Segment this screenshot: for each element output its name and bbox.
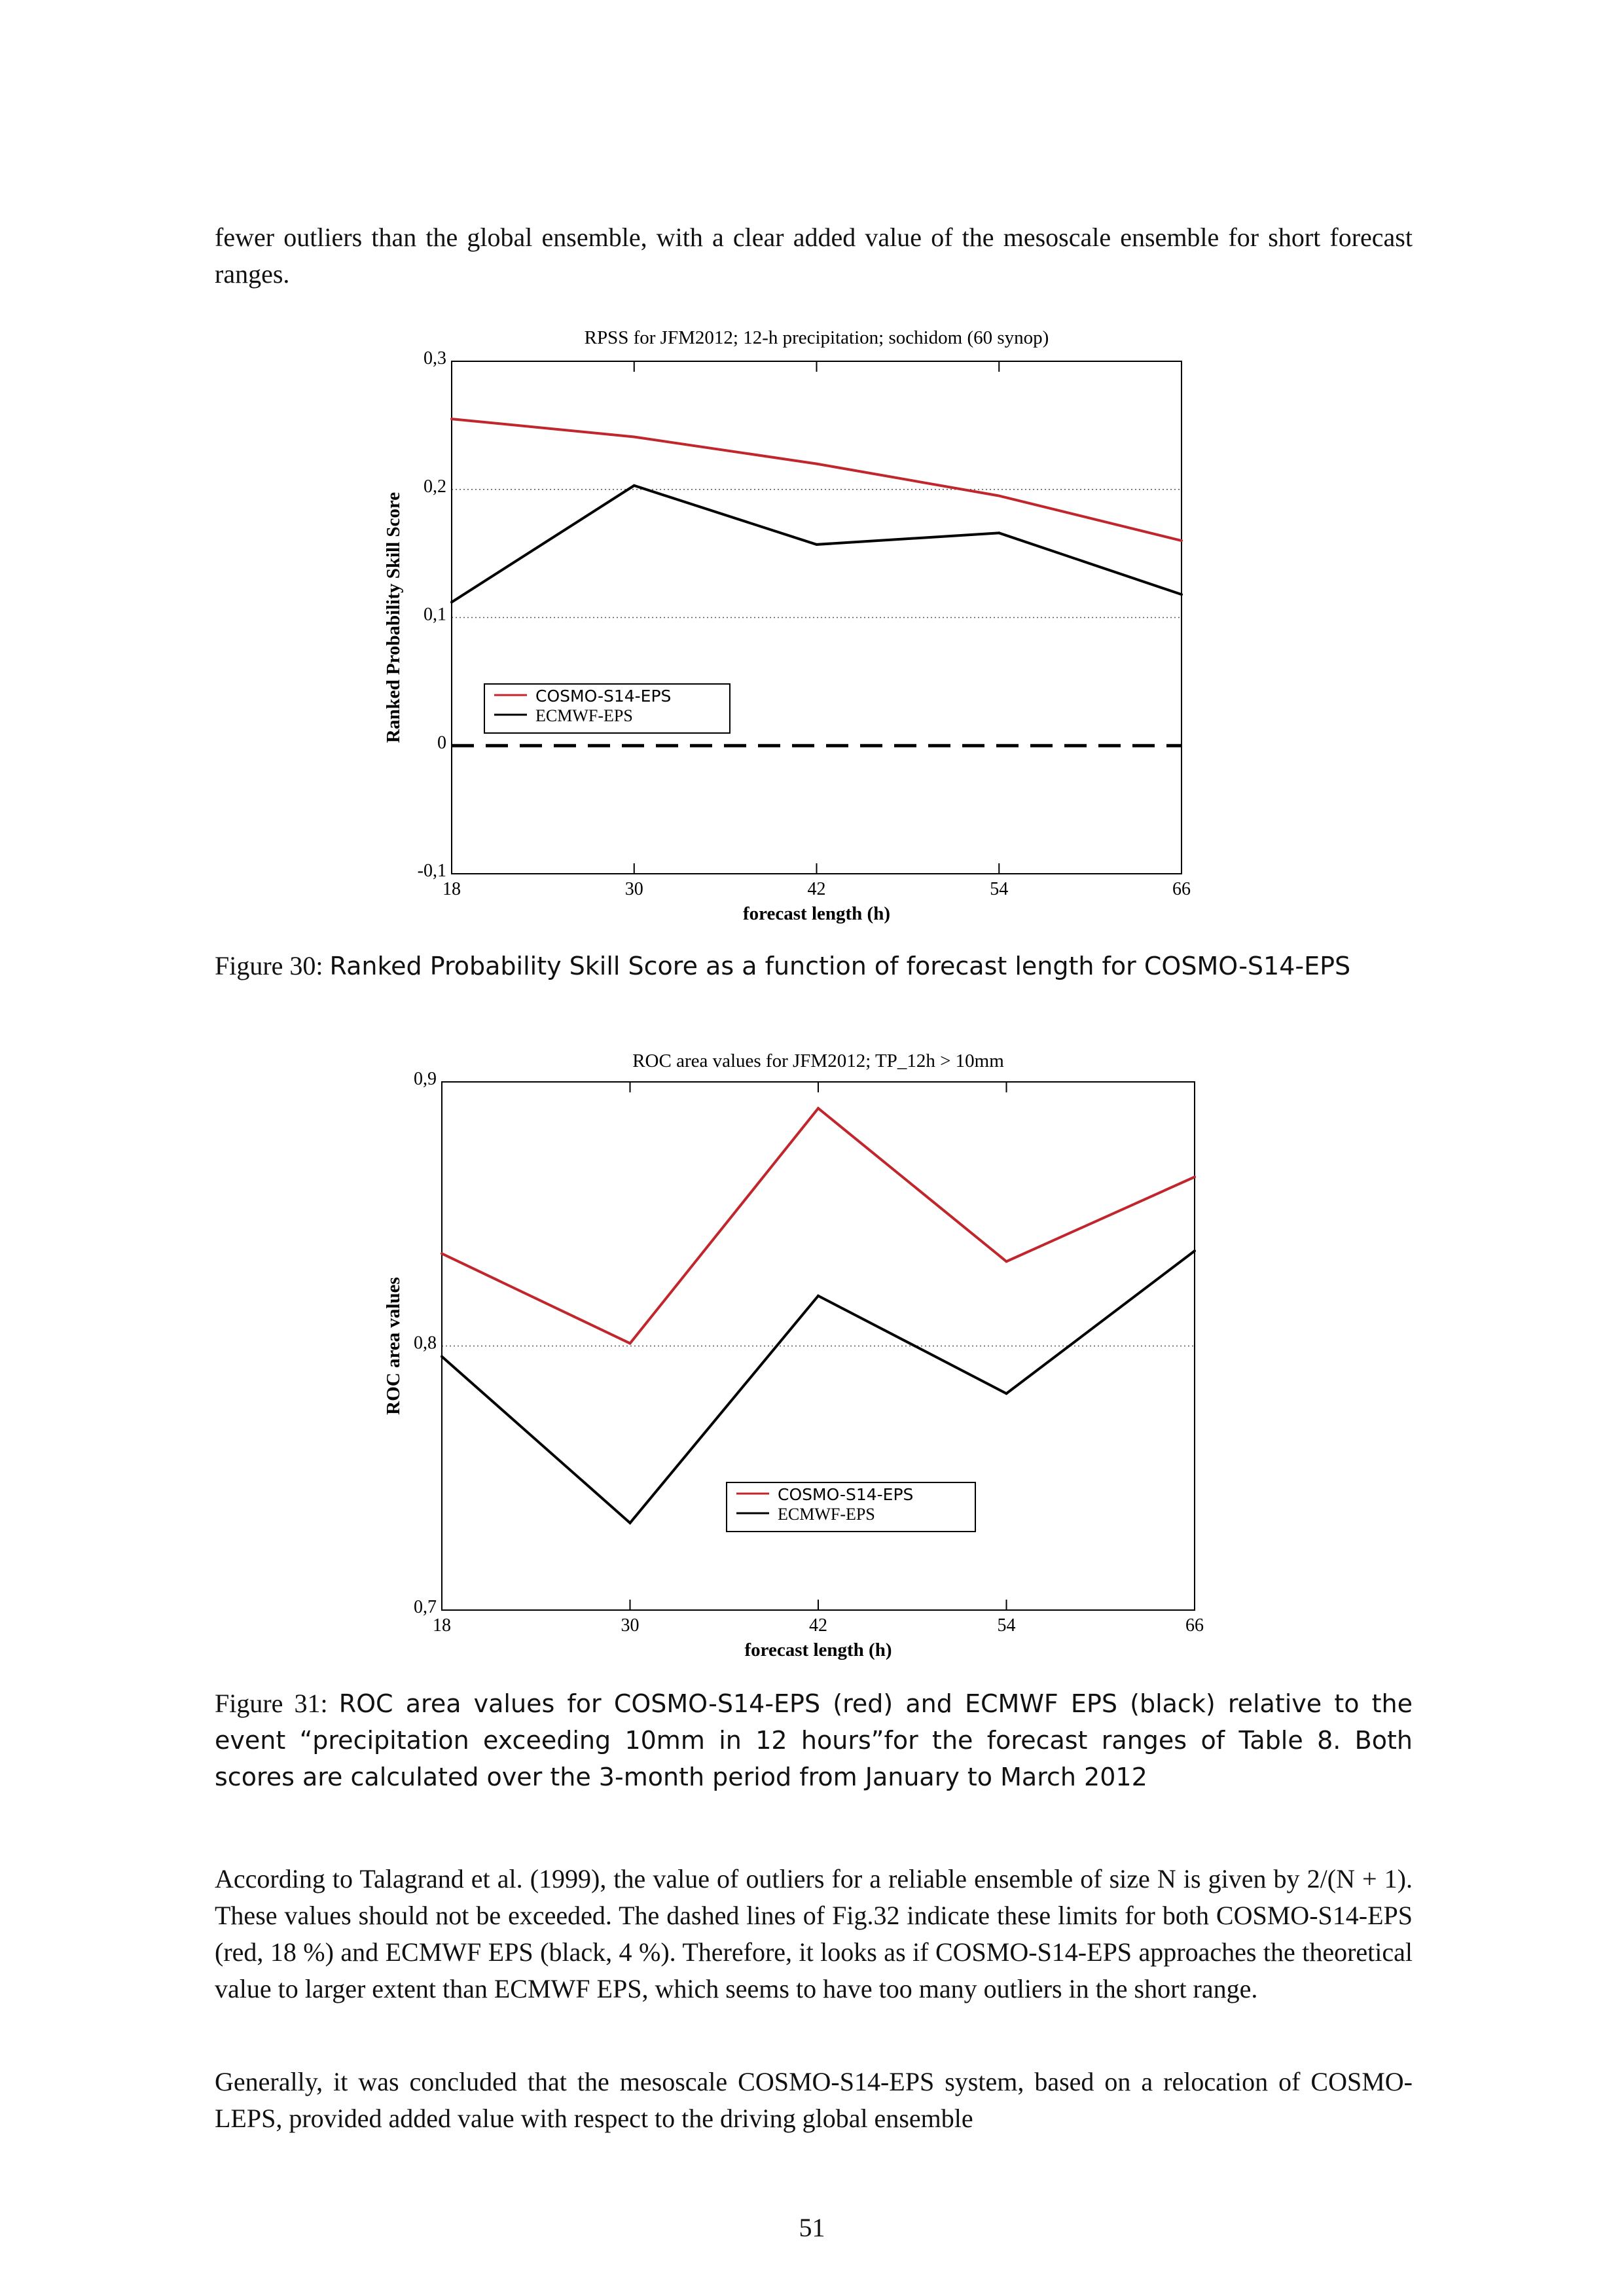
data-point-ecmwf-eps (1005, 1392, 1008, 1395)
data-point-ecmwf-eps (998, 531, 1000, 534)
data-point-cosmo-s14-eps (633, 435, 636, 438)
y-axis-label: ROC area values (383, 1277, 404, 1415)
data-point-cosmo-s14-eps (629, 1342, 632, 1344)
x-axis-label: forecast length (h) (744, 1640, 892, 1660)
x-tick-label: 18 (433, 1615, 451, 1636)
legend-label-cosmo-s14-eps: COSMO-S14-EPS (535, 687, 672, 706)
caption-label: Figure 30: (215, 951, 323, 980)
y-tick-label: -0,1 (417, 861, 446, 881)
y-tick-label: 0,3 (424, 348, 446, 368)
x-axis-label: forecast length (h) (743, 903, 890, 924)
caption-text: Ranked Probability Skill Score as a function of forecast length for COSMO-S14-EPS (329, 952, 1351, 980)
series-line-cosmo-s14-eps (442, 1108, 1195, 1343)
x-tick-label: 42 (807, 879, 826, 899)
data-point-cosmo-s14-eps (441, 1252, 443, 1255)
plot-frame (452, 361, 1182, 874)
caption-figure-30 (215, 948, 1413, 984)
data-point-cosmo-s14-eps (817, 1107, 820, 1109)
chart-title: RPSS for JFM2012; 12-h precipitation; sochidom (60 synop) (584, 327, 1049, 348)
caption-label: Figure 31: (215, 1689, 328, 1718)
series-line-cosmo-s14-eps (452, 419, 1182, 541)
y-tick-label: 0,1 (424, 604, 446, 625)
data-point-cosmo-s14-eps (998, 495, 1000, 497)
chart-title: ROC area values for JFM2012; TP_12h > 10mm (632, 1050, 1004, 1071)
y-tick-label: 0,2 (424, 476, 446, 497)
legend-label-ecmwf-eps: ECMWF-EPS (778, 1505, 875, 1524)
x-tick-label: 30 (621, 1615, 640, 1636)
y-axis-label: Ranked Probability Skill Score (383, 492, 404, 744)
chart-roc-area (367, 1050, 1283, 1672)
legend-label-cosmo-s14-eps: COSMO-S14-EPS (778, 1485, 914, 1504)
x-tick-label: 54 (997, 1615, 1016, 1636)
data-point-ecmwf-eps (816, 543, 818, 546)
x-tick-label: 18 (442, 879, 461, 899)
paragraph-outliers: According to Talagrand et al. (1999), the value of outliers for a reliable ensemble of size N is given by 2/(N + 1). These values should not be exceeded. The dashed lines of Fig.32 indicate these limits for both COSMO-S14-EPS (red, 18 %) and ECMWF EPS (black, 4 %). Therefore, it looks as if COSMO-S14-EPS approaches the theoretical value to larger extent than ECMWF EPS, which seems to have too many outliers in the short range. (215, 1864, 1413, 2003)
data-point-cosmo-s14-eps (816, 463, 818, 465)
caption-text: ROC area values for COSMO-S14-EPS (red) and ECMWF EPS (black) relative to the event “precipitation exceeding 10mm in 12 hours”for the forecast ranges of Table 8. Both scores are calculated over the 3-month period from January to March 2012 (215, 1689, 1413, 1791)
paragraph-top: fewer outliers than the global ensemble, with a clear added value of the mesoscale ensemble for short forecast ranges. (215, 223, 1413, 289)
data-point-ecmwf-eps (441, 1355, 443, 1358)
data-point-ecmwf-eps (633, 484, 636, 487)
y-tick-label: 0 (437, 732, 446, 753)
x-tick-label: 42 (809, 1615, 827, 1636)
data-point-ecmwf-eps (629, 1522, 632, 1524)
data-point-ecmwf-eps (450, 601, 453, 603)
x-tick-label: 66 (1185, 1615, 1204, 1636)
x-tick-label: 30 (624, 879, 643, 899)
data-point-ecmwf-eps (1193, 1249, 1196, 1252)
x-tick-label: 54 (990, 879, 1009, 899)
data-point-cosmo-s14-eps (1180, 539, 1183, 542)
paragraph-conclusion: Generally, it was concluded that the mesoscale COSMO-S14-EPS system, based on a relocation of COSMO-LEPS, provided added value with respect to the driving global ensemble (215, 2067, 1413, 2133)
chart-rpss (367, 321, 1283, 936)
legend-label-ecmwf-eps: ECMWF-EPS (535, 706, 633, 725)
data-point-ecmwf-eps (817, 1295, 820, 1297)
data-point-cosmo-s14-eps (450, 418, 453, 420)
caption-figure-31 (215, 1685, 1413, 1795)
data-point-cosmo-s14-eps (1005, 1260, 1008, 1263)
x-tick-label: 66 (1172, 879, 1191, 899)
y-tick-label: 0,8 (414, 1333, 437, 1354)
y-tick-label: 0,7 (414, 1597, 437, 1617)
page-number: 51 (799, 2213, 825, 2242)
y-tick-label: 0,9 (414, 1069, 437, 1089)
data-point-cosmo-s14-eps (1193, 1175, 1196, 1178)
data-point-ecmwf-eps (1180, 593, 1183, 596)
